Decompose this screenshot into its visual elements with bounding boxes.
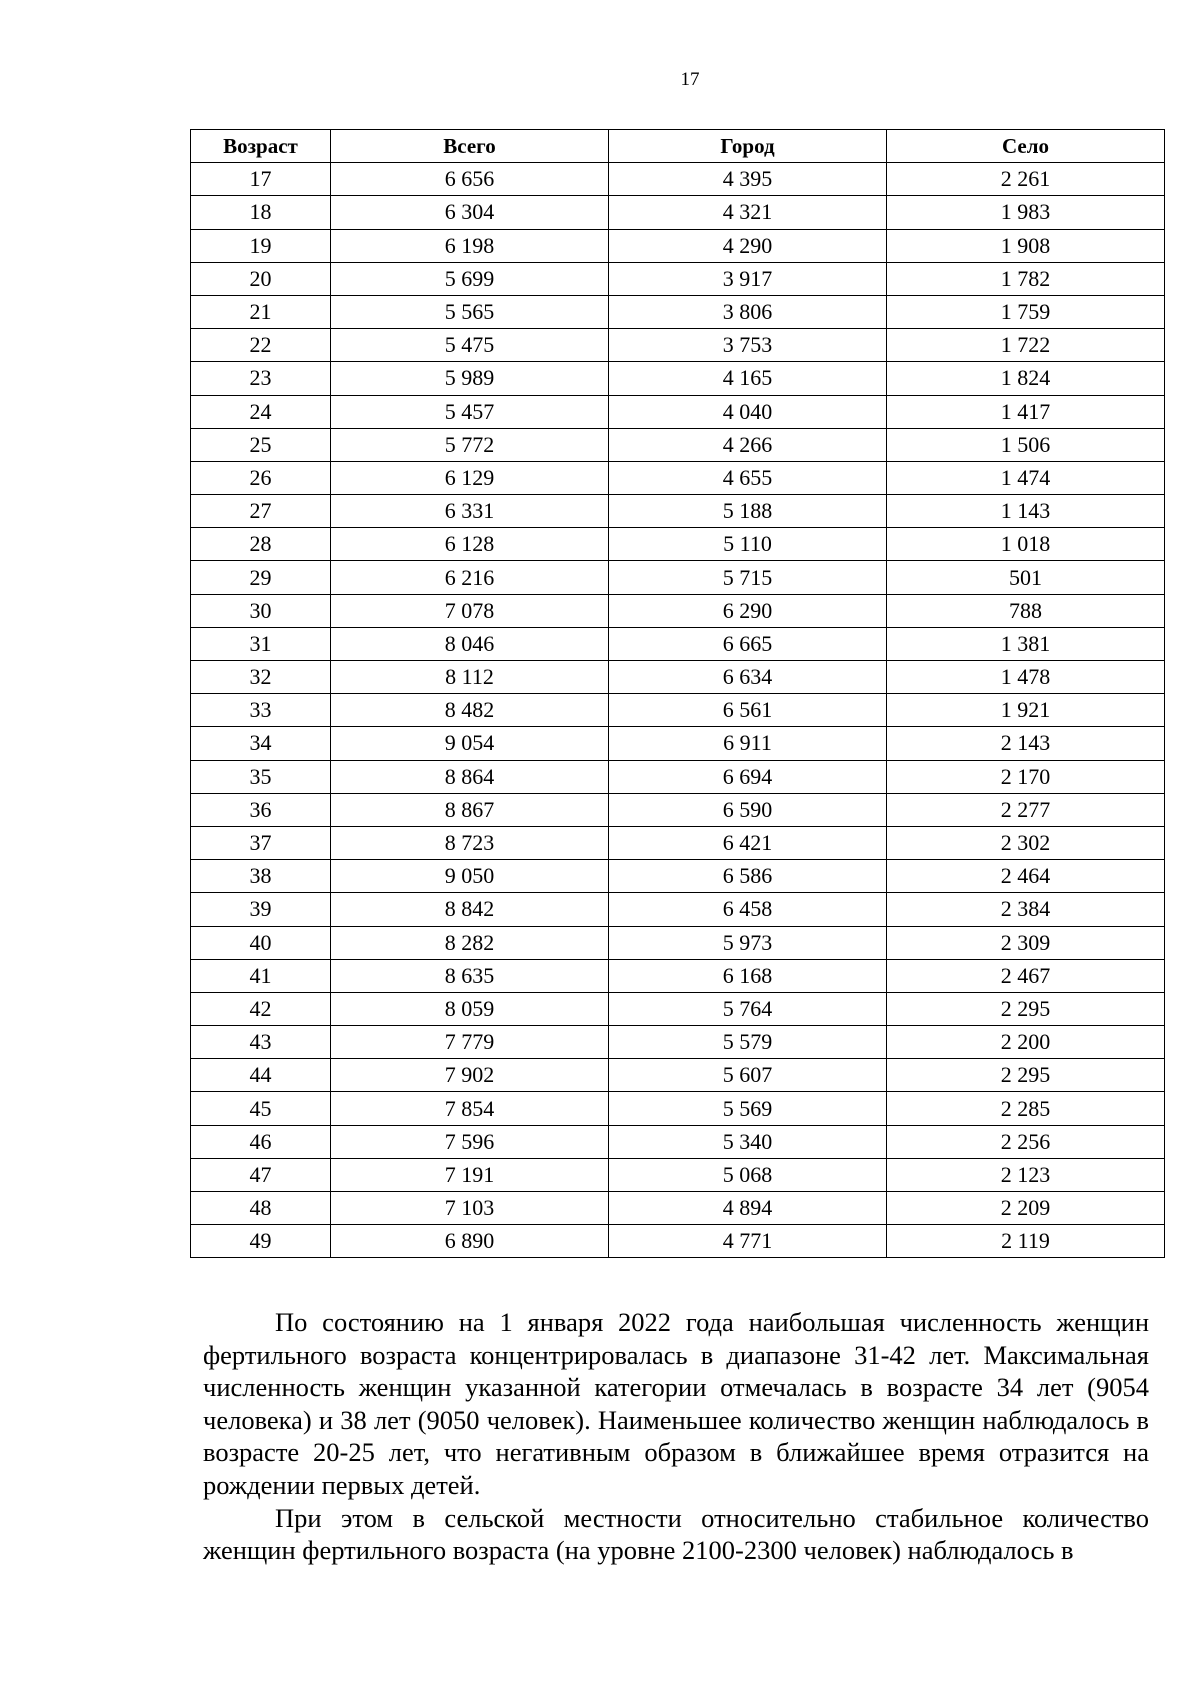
table-row [191, 793, 1165, 826]
table-row [191, 959, 1165, 992]
cell-age: 47 [191, 1158, 331, 1191]
header-city: Город [609, 130, 887, 163]
cell-age: 45 [191, 1092, 331, 1125]
cell-rural: 1 722 [887, 329, 1165, 362]
cell-total: 8 059 [331, 992, 609, 1025]
cell-rural: 1 478 [887, 661, 1165, 694]
cell-rural: 2 384 [887, 893, 1165, 926]
cell-city: 4 290 [609, 229, 887, 262]
table-row [191, 229, 1165, 262]
cell-city: 3 753 [609, 329, 887, 362]
cell-rural: 1 474 [887, 461, 1165, 494]
table-row [191, 893, 1165, 926]
cell-rural: 1 143 [887, 495, 1165, 528]
cell-city: 6 911 [609, 727, 887, 760]
cell-total: 7 078 [331, 594, 609, 627]
cell-total: 6 331 [331, 495, 609, 528]
cell-city: 6 458 [609, 893, 887, 926]
cell-city: 6 694 [609, 760, 887, 793]
cell-age: 26 [191, 461, 331, 494]
cell-city: 6 586 [609, 860, 887, 893]
cell-age: 48 [191, 1192, 331, 1225]
body-text [203, 1306, 1149, 1567]
cell-rural: 2 200 [887, 1026, 1165, 1059]
cell-total: 9 054 [331, 727, 609, 760]
cell-age: 46 [191, 1125, 331, 1158]
cell-age: 21 [191, 295, 331, 328]
cell-total: 7 103 [331, 1192, 609, 1225]
cell-city: 3 806 [609, 295, 887, 328]
cell-city: 5 579 [609, 1026, 887, 1059]
cell-rural: 1 759 [887, 295, 1165, 328]
cell-age: 24 [191, 395, 331, 428]
cell-age: 43 [191, 1026, 331, 1059]
cell-age: 37 [191, 826, 331, 859]
table-row [191, 1158, 1165, 1191]
table-row [191, 528, 1165, 561]
table-row [191, 1092, 1165, 1125]
cell-age: 19 [191, 229, 331, 262]
cell-total: 6 128 [331, 528, 609, 561]
cell-city: 4 165 [609, 362, 887, 395]
cell-city: 6 590 [609, 793, 887, 826]
cell-city: 4 395 [609, 163, 887, 196]
cell-rural: 2 170 [887, 760, 1165, 793]
table-row [191, 760, 1165, 793]
table-row [191, 1192, 1165, 1225]
table-row [191, 594, 1165, 627]
cell-rural: 1 381 [887, 627, 1165, 660]
header-age: Возраст [191, 130, 331, 163]
cell-city: 6 290 [609, 594, 887, 627]
table-row [191, 627, 1165, 660]
cell-rural: 1 506 [887, 428, 1165, 461]
cell-city: 4 266 [609, 428, 887, 461]
header-rural: Село [887, 130, 1165, 163]
cell-total: 7 191 [331, 1158, 609, 1191]
cell-total: 8 112 [331, 661, 609, 694]
cell-city: 6 421 [609, 826, 887, 859]
table-row [191, 1225, 1165, 1258]
table-row [191, 1026, 1165, 1059]
cell-total: 6 304 [331, 196, 609, 229]
cell-age: 22 [191, 329, 331, 362]
cell-total: 8 842 [331, 893, 609, 926]
cell-city: 6 634 [609, 661, 887, 694]
table-row [191, 395, 1165, 428]
cell-total: 5 772 [331, 428, 609, 461]
cell-rural: 2 285 [887, 1092, 1165, 1125]
cell-city: 5 110 [609, 528, 887, 561]
cell-age: 30 [191, 594, 331, 627]
cell-age: 17 [191, 163, 331, 196]
cell-city: 5 569 [609, 1092, 887, 1125]
cell-total: 8 046 [331, 627, 609, 660]
table-body [191, 163, 1165, 1258]
cell-total: 8 635 [331, 959, 609, 992]
cell-age: 27 [191, 495, 331, 528]
cell-city: 4 040 [609, 395, 887, 428]
cell-age: 38 [191, 860, 331, 893]
cell-total: 8 864 [331, 760, 609, 793]
cell-city: 6 665 [609, 627, 887, 660]
cell-age: 33 [191, 694, 331, 727]
table-row [191, 163, 1165, 196]
cell-total: 6 198 [331, 229, 609, 262]
table-row [191, 295, 1165, 328]
cell-rural: 2 309 [887, 926, 1165, 959]
cell-city: 5 715 [609, 561, 887, 594]
cell-city: 4 771 [609, 1225, 887, 1258]
cell-city: 5 340 [609, 1125, 887, 1158]
cell-total: 5 457 [331, 395, 609, 428]
table-row [191, 694, 1165, 727]
cell-total: 8 282 [331, 926, 609, 959]
cell-total: 8 723 [331, 826, 609, 859]
table-row [191, 926, 1165, 959]
cell-city: 5 607 [609, 1059, 887, 1092]
cell-city: 5 764 [609, 992, 887, 1025]
cell-total: 6 656 [331, 163, 609, 196]
table-row [191, 428, 1165, 461]
cell-age: 35 [191, 760, 331, 793]
cell-city: 6 168 [609, 959, 887, 992]
cell-total: 6 129 [331, 461, 609, 494]
table-row [191, 1059, 1165, 1092]
cell-rural: 1 921 [887, 694, 1165, 727]
cell-rural: 1 908 [887, 229, 1165, 262]
cell-rural: 1 782 [887, 262, 1165, 295]
cell-total: 7 779 [331, 1026, 609, 1059]
cell-rural: 2 256 [887, 1125, 1165, 1158]
cell-city: 4 321 [609, 196, 887, 229]
cell-age: 34 [191, 727, 331, 760]
cell-age: 28 [191, 528, 331, 561]
cell-age: 32 [191, 661, 331, 694]
cell-age: 49 [191, 1225, 331, 1258]
paragraph: По состоянию на 1 января 2022 года наибольшая численность женщин фертильного возраста концентрировалась в диапазоне 31-42 лет. Максимальная численность женщин указанной категории отмечалась в возрасте 34 лет (9054 человека) и 38 лет (9050 человек). Наименьшее количество женщин наблюдалось в возрасте 20-25 лет, что негативным образом в ближайшее время отразится на рождении первых детей. [203, 1307, 1149, 1500]
table-row [191, 495, 1165, 528]
cell-city: 4 655 [609, 461, 887, 494]
cell-rural: 1 983 [887, 196, 1165, 229]
cell-age: 36 [191, 793, 331, 826]
cell-total: 8 482 [331, 694, 609, 727]
cell-rural: 2 464 [887, 860, 1165, 893]
table-row [191, 727, 1165, 760]
cell-city: 5 068 [609, 1158, 887, 1191]
cell-total: 5 565 [331, 295, 609, 328]
cell-age: 40 [191, 926, 331, 959]
cell-total: 7 596 [331, 1125, 609, 1158]
cell-age: 29 [191, 561, 331, 594]
cell-rural: 2 467 [887, 959, 1165, 992]
paragraph: При этом в сельской местности относительно стабильное количество женщин фертильного возраста (на уровне 2100-2300 человек) наблюдалось в [203, 1502, 1149, 1566]
cell-rural: 1 018 [887, 528, 1165, 561]
page-number: 17 [680, 69, 700, 90]
cell-total: 7 902 [331, 1059, 609, 1092]
table-row [191, 196, 1165, 229]
table-row [191, 661, 1165, 694]
cell-city: 4 894 [609, 1192, 887, 1225]
cell-age: 44 [191, 1059, 331, 1092]
cell-rural: 2 277 [887, 793, 1165, 826]
table-row [191, 826, 1165, 859]
table-row [191, 362, 1165, 395]
cell-total: 5 699 [331, 262, 609, 295]
cell-rural: 2 123 [887, 1158, 1165, 1191]
population-table [190, 129, 1165, 1258]
table-row [191, 992, 1165, 1025]
cell-age: 39 [191, 893, 331, 926]
cell-city: 5 188 [609, 495, 887, 528]
cell-rural: 1 417 [887, 395, 1165, 428]
cell-rural: 788 [887, 594, 1165, 627]
cell-age: 41 [191, 959, 331, 992]
cell-age: 25 [191, 428, 331, 461]
cell-total: 6 890 [331, 1225, 609, 1258]
cell-rural: 1 824 [887, 362, 1165, 395]
table-row [191, 461, 1165, 494]
cell-age: 18 [191, 196, 331, 229]
table-row [191, 329, 1165, 362]
cell-city: 3 917 [609, 262, 887, 295]
table-row [191, 561, 1165, 594]
table-row [191, 1125, 1165, 1158]
cell-city: 6 561 [609, 694, 887, 727]
table-header-row [191, 130, 1165, 163]
cell-total: 9 050 [331, 860, 609, 893]
cell-rural: 2 261 [887, 163, 1165, 196]
cell-age: 20 [191, 262, 331, 295]
cell-rural: 501 [887, 561, 1165, 594]
cell-rural: 2 295 [887, 1059, 1165, 1092]
cell-age: 31 [191, 627, 331, 660]
cell-total: 7 854 [331, 1092, 609, 1125]
cell-total: 5 475 [331, 329, 609, 362]
cell-total: 8 867 [331, 793, 609, 826]
cell-age: 42 [191, 992, 331, 1025]
cell-rural: 2 295 [887, 992, 1165, 1025]
cell-rural: 2 209 [887, 1192, 1165, 1225]
cell-age: 23 [191, 362, 331, 395]
cell-total: 6 216 [331, 561, 609, 594]
cell-total: 5 989 [331, 362, 609, 395]
header-total: Всего [331, 130, 609, 163]
table-row [191, 262, 1165, 295]
cell-rural: 2 119 [887, 1225, 1165, 1258]
table-row [191, 860, 1165, 893]
cell-rural: 2 143 [887, 727, 1165, 760]
cell-rural: 2 302 [887, 826, 1165, 859]
cell-city: 5 973 [609, 926, 887, 959]
